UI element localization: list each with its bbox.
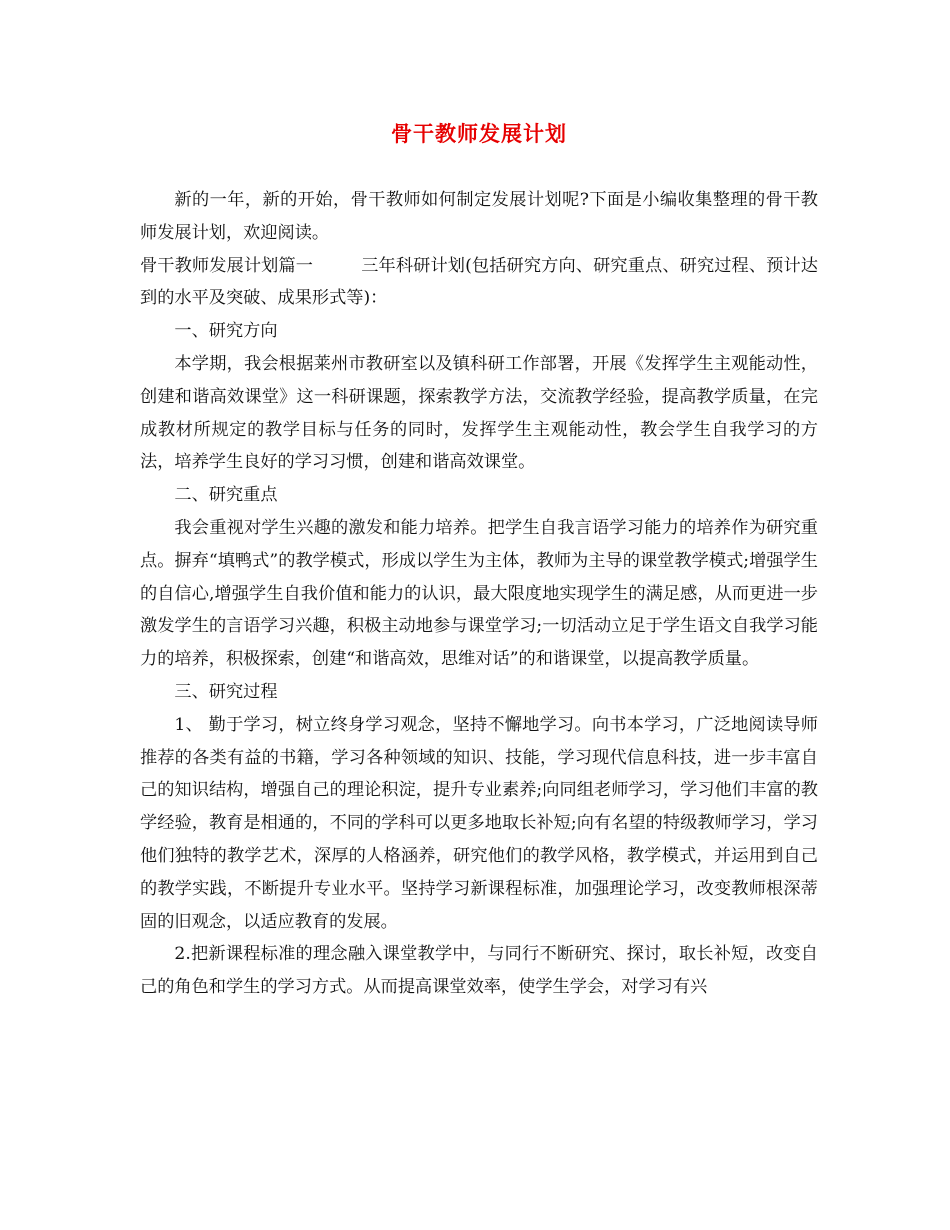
section-label: 骨干教师发展计划篇一 [140, 255, 314, 276]
document-body [140, 184, 818, 1004]
heading-research-direction: 一、研究方向 [174, 321, 278, 342]
paragraph-research-focus: 我会重视对学生兴趣的激发和能力培养。把学生自我言语学习能力的培养作为研究重点。摒弃“填鸭式”的教学模式，形成以学生为主体，教师为主导的课堂教学模式;增强学生的自信心,增强学生自我价值和能力的认识，最大限度地实现学生的满足感，从而更进一步激发学生的言语学习兴趣，积极主动地参与课堂学习;一切活动立足于学生语文自我学习能力的培养，积极探索，创建“和谐高效，思维对话”的和谐课堂，以提高教学质量。 [140, 517, 818, 670]
document-title: 骨干教师发展计划 [391, 121, 567, 146]
section-heading-paragraph [140, 250, 818, 316]
paragraph-process-item-2: 2.把新课程标准的理念融入课堂教学中，与同行不断研究、探讨，取长补短，改变自己的角色和学生的学习方式。从而提高课堂效率，使学生学会，对学习有兴 [140, 944, 818, 998]
intro-paragraph: 新的一年，新的开始，骨干教师如何制定发展计划呢?下面是小编收集整理的骨干教师发展计划，欢迎阅读。 [140, 190, 818, 243]
paragraph-process-item-1: 1、 勤于学习，树立终身学习观念，坚持不懈地学习。向书本学习，广泛地阅读导师推荐的各类有益的书籍，学习各种领域的知识、技能，学习现代信息科技，进一步丰富自己的知识结构，增强自己的理论积淀，提升专业素养;向同组老师学习，学习他们丰富的教学经验，教育是相通的，不同的学科可以更多地取长补短;向有名望的特级教师学习，学习他们独特的教学艺术，深厚的人格涵养，研究他们的教学风格，教学模式，并运用到自己的教学实践，不断提升专业水平。坚持学习新课程标准，加强理论学习，改变教师根深蒂固的旧观念，以适应教育的发展。 [140, 714, 818, 932]
section-text: 三年科研计划(包括研究方向、研究重点、研究过程、预计达到的水平及突破、成果形式等)： [140, 255, 818, 309]
heading-research-focus: 二、研究重点 [174, 485, 278, 506]
heading-research-process: 三、研究过程 [174, 681, 278, 702]
paragraph-research-direction: 本学期，我会根据莱州市教研室以及镇科研工作部署，开展《发挥学生主观能动性，创建和谐高效课堂》这一科研课题，探索教学方法，交流教学经验，提高教学质量，在完成教材所规定的教学目标与任务的同时，发挥学生主观能动性，教会学生自我学习的方法，培养学生良好的学习习惯，创建和谐高效课堂。 [140, 353, 818, 473]
